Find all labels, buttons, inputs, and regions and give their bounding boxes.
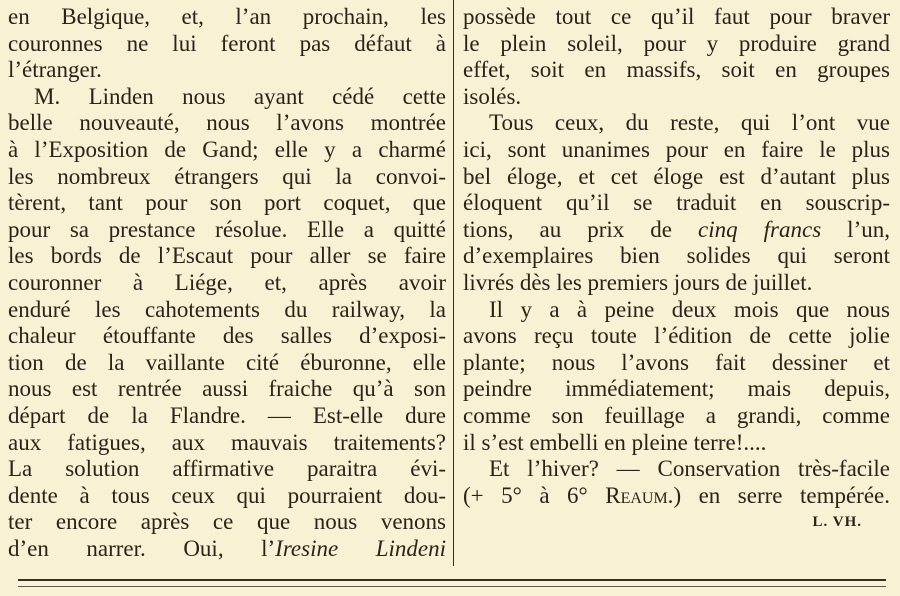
text-segment: peindre immédiatement; mais depuis, bbox=[463, 376, 890, 402]
text-line bbox=[8, 536, 446, 563]
text-line bbox=[8, 57, 446, 84]
text-segment: tèrent, tant pour son port coquet, que bbox=[8, 190, 446, 216]
text-line bbox=[8, 4, 446, 31]
text-line bbox=[8, 509, 446, 536]
text-line bbox=[8, 297, 446, 324]
text-line bbox=[8, 31, 446, 58]
text-line bbox=[8, 483, 446, 510]
text-segment: M. Linden nous ayant cédé cette bbox=[34, 83, 446, 109]
text-segment: nous est rentrée aussi fraiche qu’à son bbox=[8, 376, 446, 402]
column-divider bbox=[453, 0, 454, 566]
text-line bbox=[8, 350, 446, 377]
text-segment: d’exemplaires bien solides qui seront bbox=[463, 243, 890, 269]
text-line bbox=[463, 164, 890, 191]
text-line bbox=[463, 376, 890, 403]
text-line bbox=[463, 217, 890, 244]
text-segment: tion de la vaillante cité éburonne, elle bbox=[8, 349, 446, 375]
italic-text: cinq francs bbox=[698, 216, 822, 242]
text-segment: Tous ceux, du reste, qui l’ont vue bbox=[489, 110, 890, 136]
text-segment: ter encore après ce que nous venons bbox=[8, 509, 446, 535]
text-line bbox=[463, 456, 890, 483]
text-segment: bel éloge, et cet éloge est d’autant plus bbox=[463, 163, 890, 189]
text-segment: L. VH. bbox=[812, 514, 862, 531]
small-caps-text: Reaum. bbox=[605, 482, 674, 508]
text-line bbox=[463, 84, 890, 111]
text-line bbox=[8, 403, 446, 430]
text-segment: belle nouveauté, nous l’avons montrée bbox=[8, 110, 446, 136]
text-segment: l’un, bbox=[821, 216, 890, 242]
text-segment: chaleur étouffante des salles d’exposi- bbox=[8, 323, 446, 349]
text-line bbox=[463, 31, 890, 58]
text-segment: les nombreux étrangers qui la convoi- bbox=[8, 163, 446, 189]
text-line bbox=[463, 110, 890, 137]
text-segment: départ de la Flandre. — Est-elle dure bbox=[8, 402, 446, 428]
text-segment: pour sa prestance résolue. Elle a quitté bbox=[8, 216, 446, 242]
text-line bbox=[8, 217, 446, 244]
text-line bbox=[8, 430, 446, 457]
text-line bbox=[463, 190, 890, 217]
bottom-rule-thin bbox=[18, 586, 886, 587]
text-segment: l’étranger. bbox=[8, 57, 102, 83]
text-line bbox=[463, 243, 890, 270]
text-segment: avons reçu toute l’édition de cette jolie bbox=[463, 323, 890, 349]
text-segment: comme son feuillage a grandi, comme bbox=[463, 402, 890, 428]
text-line bbox=[463, 350, 890, 377]
text-segment: livrés dès les premiers jours de juillet. bbox=[463, 269, 813, 295]
text-line bbox=[8, 190, 446, 217]
text-segment: Il y a à peine deux mois que nous bbox=[489, 296, 890, 322]
text-segment: couronnes ne lui feront pas défaut à bbox=[8, 30, 446, 56]
text-line bbox=[463, 403, 890, 430]
text-segment: ) en serre tempérée. bbox=[673, 482, 891, 508]
text-line bbox=[463, 323, 890, 350]
text-line bbox=[463, 430, 890, 457]
text-segment: ici, sont unanimes pour en faire le plus bbox=[463, 136, 890, 162]
text-segment: plante; nous l’avons fait dessiner et bbox=[463, 349, 890, 375]
text-line bbox=[8, 243, 446, 270]
text-segment: La solution affirmative paraitra évi- bbox=[8, 456, 446, 482]
text-line bbox=[8, 376, 446, 403]
text-segment: à l’Exposition de Gand; elle y a charmé bbox=[8, 136, 446, 162]
signature bbox=[463, 509, 890, 536]
text-line bbox=[8, 456, 446, 483]
left-column bbox=[8, 4, 446, 562]
text-line bbox=[463, 297, 890, 324]
text-segment: en Belgique, et, l’an prochain, les bbox=[8, 4, 446, 29]
text-segment: éloquent qu’il se traduit en souscrip- bbox=[463, 190, 890, 216]
text-segment: effet, soit en massifs, soit en groupes bbox=[463, 57, 890, 83]
text-segment: Et l’hiver? — Conservation très-facile bbox=[489, 456, 890, 482]
text-segment: dente à tous ceux qui pourraient dou- bbox=[8, 482, 446, 508]
bottom-rule bbox=[18, 579, 886, 581]
text-line bbox=[8, 323, 446, 350]
text-line bbox=[463, 137, 890, 164]
text-segment: possède tout ce qu’il faut pour braver bbox=[463, 4, 890, 29]
right-column bbox=[463, 4, 890, 536]
text-line bbox=[463, 4, 890, 31]
text-line bbox=[8, 84, 446, 111]
text-line bbox=[8, 164, 446, 191]
text-segment: isolés. bbox=[463, 83, 522, 109]
text-segment: aux fatigues, aux mauvais traitements? bbox=[8, 429, 446, 455]
text-segment: il s’est embelli en pleine terre!.... bbox=[463, 429, 767, 455]
italic-text: Iresine Lindeni bbox=[275, 535, 447, 561]
text-line bbox=[463, 57, 890, 84]
text-line bbox=[463, 483, 890, 510]
text-segment: enduré les cahotements du railway, la bbox=[8, 296, 446, 322]
text-segment: d’en narrer. Oui, l’ bbox=[8, 535, 276, 561]
text-segment: les bords de l’Escaut pour aller se faire bbox=[8, 243, 446, 269]
text-line bbox=[463, 270, 890, 297]
text-line bbox=[8, 137, 446, 164]
text-line bbox=[8, 110, 446, 137]
text-segment: couronner à Liége, et, après avoir bbox=[8, 269, 446, 295]
text-segment: tions, au prix de bbox=[463, 216, 699, 242]
text-line bbox=[8, 270, 446, 297]
text-segment: (+ 5° à 6° bbox=[463, 482, 606, 508]
text-segment: le plein soleil, pour y produire grand bbox=[463, 30, 890, 56]
